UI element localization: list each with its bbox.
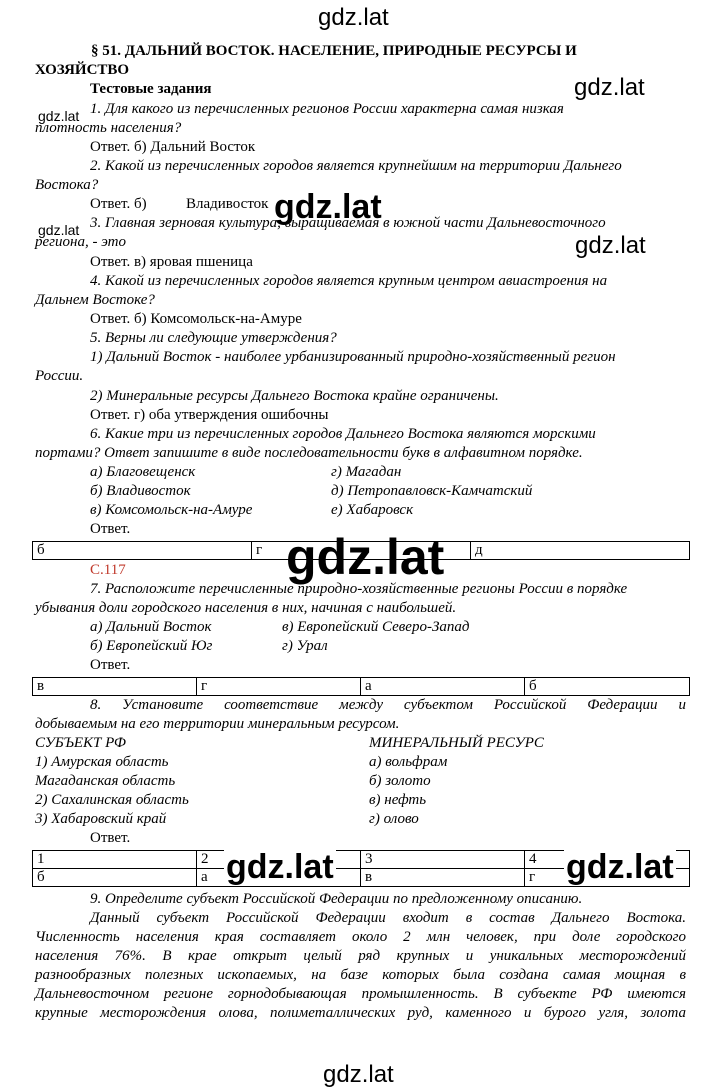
q9-para-1: Данный субъект Российской Федерации входит в состав Дальнего Востока. (90, 910, 686, 926)
q7-answer-label: Ответ. (90, 657, 131, 673)
q6-option-e: е) Хабаровск (331, 502, 414, 518)
q4-answer: Ответ. б) Комсомольск-на-Амуре (90, 311, 302, 327)
watermark-top: gdz.lat (318, 4, 389, 31)
q8-left-3: 2) Сахалинская область (35, 792, 189, 808)
q5-answer: Ответ. г) оба утверждения ошибочны (90, 407, 329, 423)
q7-cell-2: г (197, 678, 361, 696)
q3-text-2: региона, - это (35, 234, 126, 250)
q7-cell-3: а (361, 678, 525, 696)
q8-head-1: 1 (33, 851, 197, 869)
q9-para-6: крупные месторождения олова, полиметаллических руд, каменного и бурого угля, золота (35, 1005, 686, 1021)
q8-head-3: 3 (361, 851, 525, 869)
q4-text-1: 4. Какой из перечисленных городов является крупным центром авиастроения на (90, 273, 608, 289)
q8-left-4: 3) Хабаровский край (35, 811, 167, 827)
q7-option-a: а) Дальний Восток (90, 619, 212, 635)
q8-text-1: 8. Установите соответствие между субъектом Российской Федерации и (90, 697, 686, 713)
watermark-q8-left: gdz.lat (226, 848, 334, 886)
q8-right-1: а) вольфрам (369, 754, 448, 770)
q8-answer-label: Ответ. (90, 830, 131, 846)
q8-right-2: б) золото (369, 773, 431, 789)
q6-cell-1: б (33, 542, 252, 560)
q8-cell-1: б (33, 869, 197, 887)
q7-option-g: г) Урал (282, 638, 328, 654)
q1-answer: Ответ. б) Дальний Восток (90, 139, 256, 155)
q7-answer-table (32, 677, 690, 696)
q6-text-2: портами? Ответ запишите в виде последовательности букв в алфавитном порядке. (35, 445, 583, 461)
q3-answer: Ответ. в) яровая пшеница (90, 254, 253, 270)
q2-text-2: Востока? (35, 177, 99, 193)
q8-cell-2: а (197, 869, 361, 887)
q5-statement-1b: России. (35, 368, 84, 384)
q6-text-1: 6. Какие три из перечисленных городов Дальнего Востока являются морскими (90, 426, 596, 442)
q7-text-2: убывания доли городского населения в них, начиная с наибольшей. (35, 600, 457, 616)
q5-text: 5. Верны ли следующие утверждения? (90, 330, 337, 346)
q8-right-header: МИНЕРАЛЬНЫЙ РЕСУРС (369, 735, 544, 751)
q8-right-4: г) олово (369, 811, 419, 827)
watermark-q8-right: gdz.lat (566, 848, 674, 886)
page-title-line1: § 51. ДАЛЬНИЙ ВОСТОК. НАСЕЛЕНИЕ, ПРИРОДНЫЕ РЕСУРСЫ И (91, 43, 577, 59)
q2-answer-prefix: Ответ. б) (90, 196, 147, 212)
q5-statement-2: 2) Минеральные ресурсы Дальнего Востока крайне ограничены. (90, 388, 499, 404)
watermark-right-2: gdz.lat (575, 232, 646, 259)
q8-head-2: 2 (197, 851, 361, 869)
q4-text-2: Дальнем Востоке? (35, 292, 155, 308)
q2-text-1: 2. Какой из перечисленных городов является крупнейшим на территории Дальнего (90, 158, 622, 174)
q1-text-2: плотность населения? (35, 120, 182, 136)
watermark-right-1: gdz.lat (574, 74, 645, 101)
q1-text-1: 1. Для какого из перечисленных регионов России характерна самая низкая (90, 101, 564, 117)
page-reference: С.117 (90, 562, 126, 578)
q8-right-3: в) нефть (369, 792, 427, 808)
q6-option-a: а) Благовещенск (90, 464, 196, 480)
q6-option-d: д) Петропавловск-Камчатский (331, 483, 533, 499)
q5-statement-1a: 1) Дальний Восток - наиболее урбанизированный природно-хозяйственный регион (90, 349, 616, 365)
q8-left-1: 1) Амурская область (35, 754, 169, 770)
watermark-bottom: gdz.lat (323, 1061, 394, 1088)
q8-text-2: добываемым на его территории минеральным ресурсом. (35, 716, 400, 732)
q7-cell-1: в (33, 678, 197, 696)
q7-text-1: 7. Расположите перечисленные природно-хозяйственные регионы России в порядке (90, 581, 628, 597)
q6-option-b: б) Владивосток (90, 483, 191, 499)
page-title-line2: ХОЗЯЙСТВО (35, 62, 130, 78)
watermark-left-1: gdz.lat (38, 108, 80, 124)
q6-cell-3: д (471, 542, 690, 560)
q8-head-4: 4 (525, 851, 690, 869)
q8-left-2: Магаданская область (35, 773, 176, 789)
q6-option-v: в) Комсомольск-на-Амуре (90, 502, 253, 518)
q9-para-2: Численность населения края составляет около 2 млн человек, при доле городского (35, 929, 686, 945)
q7-cell-4: б (525, 678, 690, 696)
q9-para-4: разнообразных полезных ископаемых, на базе которых была создана самая мощная в (35, 967, 686, 983)
q3-text-1: 3. Главная зерновая культура, выращиваемая в южной части Дальневосточного (90, 215, 606, 231)
q9-text: 9. Определите субъект Российской Федерации по предложенному описанию. (90, 891, 583, 907)
q8-left-header: СУБЪЕКТ РФ (35, 735, 126, 751)
q8-cell-3: в (361, 869, 525, 887)
q6-cell-2: г (252, 542, 471, 560)
q8-cell-4: г (525, 869, 690, 887)
q7-option-b: б) Европейский Юг (90, 638, 213, 654)
watermark-q2: gdz.lat (274, 188, 382, 226)
q7-option-v: в) Европейский Северо-Запад (282, 619, 470, 635)
watermark-left-2: gdz.lat (38, 222, 80, 238)
watermark-big: gdz.lat (286, 529, 445, 585)
q6-answer-label: Ответ. (90, 521, 131, 537)
page-subtitle: Тестовые задания (90, 81, 212, 97)
q9-para-3: населения 76%. В крае открыт целый ряд крупных и уникальных месторождений (35, 948, 686, 964)
q6-option-g: г) Магадан (331, 464, 402, 480)
q2-answer-value: Владивосток (186, 196, 269, 212)
q9-para-5: Дальневосточном регионе горнодобывающая промышленность. В субъекте РФ имеются (35, 986, 686, 1002)
